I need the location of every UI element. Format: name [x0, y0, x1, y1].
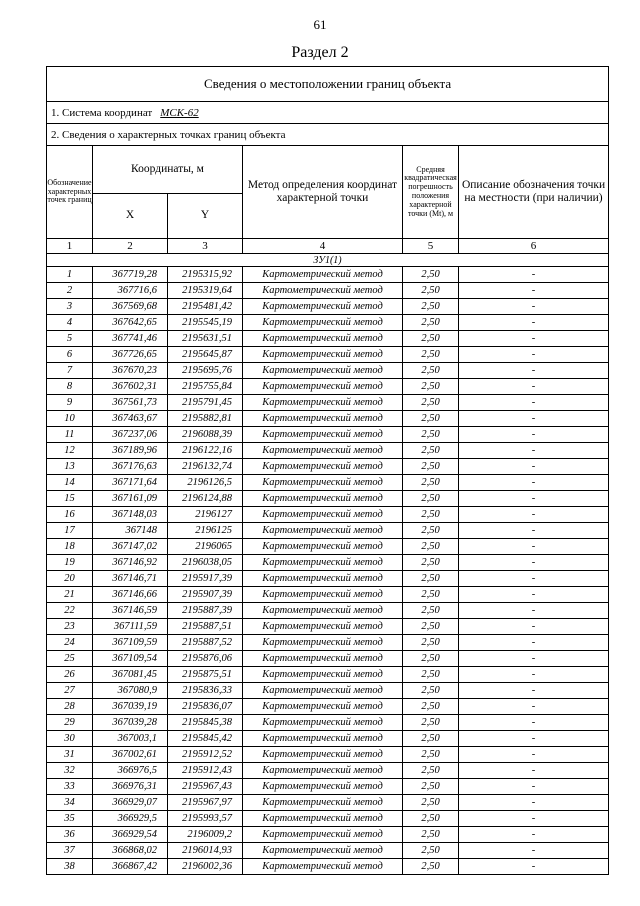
coord-y-cell: 2196122,16 [168, 443, 243, 459]
coord-x-cell: 366929,5 [93, 811, 168, 827]
coord-x-cell: 367642,65 [93, 315, 168, 331]
method-cell: Картометрический метод [243, 587, 403, 603]
description-cell: - [459, 715, 609, 731]
method-cell: Картометрический метод [243, 507, 403, 523]
coord-y-cell: 2196132,74 [168, 459, 243, 475]
coord-x-cell: 367719,28 [93, 267, 168, 283]
coord-x-cell: 367146,92 [93, 555, 168, 571]
coord-y-cell: 2195887,39 [168, 603, 243, 619]
description-cell: - [459, 427, 609, 443]
point-number-cell: 9 [47, 395, 93, 411]
point-number-cell: 30 [47, 731, 93, 747]
description-cell: - [459, 363, 609, 379]
coord-x-cell: 366867,42 [93, 859, 168, 875]
method-cell: Картометрический метод [243, 283, 403, 299]
point-number-cell: 28 [47, 699, 93, 715]
coord-y-cell: 2196002,36 [168, 859, 243, 875]
coord-x-cell: 367161,09 [93, 491, 168, 507]
description-cell: - [459, 683, 609, 699]
description-cell: - [459, 507, 609, 523]
method-cell: Картометрический метод [243, 731, 403, 747]
coord-x-cell: 367237,06 [93, 427, 168, 443]
accuracy-cell: 2,50 [403, 811, 459, 827]
coord-y-cell: 2195315,92 [168, 267, 243, 283]
accuracy-cell: 2,50 [403, 747, 459, 763]
table-title: Сведения о местоположении границ объекта [47, 67, 609, 102]
coord-y-cell: 2195993,57 [168, 811, 243, 827]
table-row [47, 331, 609, 347]
accuracy-cell: 2,50 [403, 363, 459, 379]
accuracy-cell: 2,50 [403, 379, 459, 395]
coord-y-cell: 2196125 [168, 523, 243, 539]
method-cell: Картометрический метод [243, 747, 403, 763]
description-cell: - [459, 779, 609, 795]
coord-y-cell: 2195845,42 [168, 731, 243, 747]
table-row [47, 587, 609, 603]
accuracy-cell: 2,50 [403, 411, 459, 427]
table-row [47, 843, 609, 859]
table-row [47, 443, 609, 459]
method-cell: Картометрический метод [243, 267, 403, 283]
table-row [47, 699, 609, 715]
accuracy-cell: 2,50 [403, 699, 459, 715]
page-number: 61 [313, 17, 327, 32]
coord-y-cell: 2196127 [168, 507, 243, 523]
point-number-cell: 4 [47, 315, 93, 331]
coord-y-cell: 2195645,87 [168, 347, 243, 363]
points-heading: 2. Сведения о характерных точках границ объекта [47, 124, 609, 146]
table-row [47, 507, 609, 523]
header-coordinates: Координаты, м [93, 146, 243, 194]
method-cell: Картометрический метод [243, 667, 403, 683]
point-number-cell: 29 [47, 715, 93, 731]
description-cell: - [459, 587, 609, 603]
coord-y-cell: 2196124,88 [168, 491, 243, 507]
coord-y-cell: 2195912,52 [168, 747, 243, 763]
description-cell: - [459, 315, 609, 331]
coord-x-cell: 367189,96 [93, 443, 168, 459]
description-cell: - [459, 267, 609, 283]
method-cell: Картометрический метод [243, 699, 403, 715]
table-row [47, 571, 609, 587]
table-row [47, 763, 609, 779]
coord-y-cell: 2195917,39 [168, 571, 243, 587]
header-y: Y [168, 194, 243, 239]
table-row [47, 411, 609, 427]
coord-y-cell: 2195887,52 [168, 635, 243, 651]
header-accuracy: Средняя квадратическая погрешность положения характерной точки (Mt), м [403, 146, 459, 239]
coord-y-cell: 2195481,42 [168, 299, 243, 315]
table-row [47, 811, 609, 827]
coord-y-cell: 2195876,06 [168, 651, 243, 667]
table-row [47, 363, 609, 379]
description-cell: - [459, 571, 609, 587]
column-number: 2 [93, 239, 168, 254]
accuracy-cell: 2,50 [403, 683, 459, 699]
coord-x-cell: 367147,02 [93, 539, 168, 555]
description-cell: - [459, 635, 609, 651]
coord-x-cell: 367741,46 [93, 331, 168, 347]
method-cell: Картометрический метод [243, 683, 403, 699]
description-cell: - [459, 603, 609, 619]
coord-x-cell: 367148,03 [93, 507, 168, 523]
column-number: 1 [47, 239, 93, 254]
method-cell: Картометрический метод [243, 347, 403, 363]
table-row [47, 683, 609, 699]
point-number-cell: 36 [47, 827, 93, 843]
table-row [47, 667, 609, 683]
header-method: Метод определения координат характерной точки [243, 146, 403, 239]
description-cell: - [459, 459, 609, 475]
accuracy-cell: 2,50 [403, 299, 459, 315]
description-cell: - [459, 619, 609, 635]
coord-x-cell: 367109,54 [93, 651, 168, 667]
accuracy-cell: 2,50 [403, 443, 459, 459]
table-row [47, 395, 609, 411]
coord-y-cell: 2195836,07 [168, 699, 243, 715]
table-row [47, 299, 609, 315]
method-cell: Картометрический метод [243, 363, 403, 379]
coord-y-cell: 2195695,76 [168, 363, 243, 379]
coord-x-cell: 367561,73 [93, 395, 168, 411]
method-cell: Картометрический метод [243, 811, 403, 827]
accuracy-cell: 2,50 [403, 715, 459, 731]
point-number-cell: 17 [47, 523, 93, 539]
method-cell: Картометрический метод [243, 827, 403, 843]
description-cell: - [459, 523, 609, 539]
coord-x-cell: 367171,64 [93, 475, 168, 491]
point-number-cell: 32 [47, 763, 93, 779]
coord-x-cell: 367111,59 [93, 619, 168, 635]
coord-x-cell: 367146,71 [93, 571, 168, 587]
method-cell: Картометрический метод [243, 795, 403, 811]
method-cell: Картометрический метод [243, 779, 403, 795]
method-cell: Картометрический метод [243, 443, 403, 459]
accuracy-cell: 2,50 [403, 475, 459, 491]
coord-x-cell: 366976,5 [93, 763, 168, 779]
method-cell: Картометрический метод [243, 539, 403, 555]
coord-system-row [47, 102, 609, 124]
coord-y-cell: 2196014,93 [168, 843, 243, 859]
accuracy-cell: 2,50 [403, 619, 459, 635]
coord-y-cell: 2195631,51 [168, 331, 243, 347]
description-cell: - [459, 795, 609, 811]
accuracy-cell: 2,50 [403, 795, 459, 811]
accuracy-cell: 2,50 [403, 347, 459, 363]
coord-y-cell: 2195836,33 [168, 683, 243, 699]
accuracy-cell: 2,50 [403, 651, 459, 667]
coord-x-cell: 367463,67 [93, 411, 168, 427]
table-row [47, 715, 609, 731]
table-row [47, 491, 609, 507]
method-cell: Картометрический метод [243, 395, 403, 411]
coord-y-cell: 2196038,05 [168, 555, 243, 571]
table-row [47, 619, 609, 635]
description-cell: - [459, 859, 609, 875]
accuracy-cell: 2,50 [403, 491, 459, 507]
description-cell: - [459, 347, 609, 363]
coord-y-cell: 2195907,39 [168, 587, 243, 603]
accuracy-cell: 2,50 [403, 667, 459, 683]
method-cell: Картометрический метод [243, 379, 403, 395]
coord-y-cell: 2195791,45 [168, 395, 243, 411]
description-cell: - [459, 491, 609, 507]
table-row [47, 475, 609, 491]
table-row [47, 635, 609, 651]
method-cell: Картометрический метод [243, 763, 403, 779]
coord-x-cell: 367726,65 [93, 347, 168, 363]
accuracy-cell: 2,50 [403, 731, 459, 747]
description-cell: - [459, 443, 609, 459]
header-designation: Обозначение характерных точек границ [47, 146, 93, 239]
method-cell: Картометрический метод [243, 459, 403, 475]
method-cell: Картометрический метод [243, 411, 403, 427]
description-cell: - [459, 651, 609, 667]
point-number-cell: 33 [47, 779, 93, 795]
coord-x-cell: 367146,66 [93, 587, 168, 603]
accuracy-cell: 2,50 [403, 843, 459, 859]
description-cell: - [459, 395, 609, 411]
column-number: 3 [168, 239, 243, 254]
point-number-cell: 22 [47, 603, 93, 619]
group-label: ЗУ1(1) [47, 254, 609, 267]
coord-system-value: МСК-62 [160, 106, 199, 119]
point-number-cell: 27 [47, 683, 93, 699]
section-title: Раздел 2 [291, 44, 349, 61]
description-cell: - [459, 331, 609, 347]
method-cell: Картометрический метод [243, 315, 403, 331]
table-row [47, 283, 609, 299]
header-x: X [93, 194, 168, 239]
accuracy-cell: 2,50 [403, 635, 459, 651]
method-cell: Картометрический метод [243, 523, 403, 539]
method-cell: Картометрический метод [243, 427, 403, 443]
point-number-cell: 11 [47, 427, 93, 443]
table-row [47, 267, 609, 283]
accuracy-cell: 2,50 [403, 539, 459, 555]
table-row [47, 347, 609, 363]
table-row [47, 651, 609, 667]
coord-x-cell: 367569,68 [93, 299, 168, 315]
description-cell: - [459, 411, 609, 427]
point-number-cell: 13 [47, 459, 93, 475]
point-number-cell: 35 [47, 811, 93, 827]
coord-x-cell: 366868,02 [93, 843, 168, 859]
accuracy-cell: 2,50 [403, 763, 459, 779]
method-cell: Картометрический метод [243, 603, 403, 619]
point-number-cell: 14 [47, 475, 93, 491]
accuracy-cell: 2,50 [403, 427, 459, 443]
point-number-cell: 5 [47, 331, 93, 347]
point-number-cell: 12 [47, 443, 93, 459]
coord-y-cell: 2195755,84 [168, 379, 243, 395]
accuracy-cell: 2,50 [403, 315, 459, 331]
coord-y-cell: 2196088,39 [168, 427, 243, 443]
point-number-cell: 7 [47, 363, 93, 379]
point-number-cell: 18 [47, 539, 93, 555]
description-cell: - [459, 763, 609, 779]
accuracy-cell: 2,50 [403, 603, 459, 619]
table-row [47, 731, 609, 747]
description-cell: - [459, 731, 609, 747]
table-row [47, 427, 609, 443]
table-row [47, 603, 609, 619]
point-number-cell: 26 [47, 667, 93, 683]
accuracy-cell: 2,50 [403, 459, 459, 475]
coord-y-cell: 2195545,19 [168, 315, 243, 331]
coord-y-cell: 2196126,5 [168, 475, 243, 491]
coord-x-cell: 367039,28 [93, 715, 168, 731]
description-cell: - [459, 843, 609, 859]
method-cell: Картометрический метод [243, 619, 403, 635]
point-number-cell: 19 [47, 555, 93, 571]
point-number-cell: 15 [47, 491, 93, 507]
coord-y-cell: 2195912,43 [168, 763, 243, 779]
coord-x-cell: 367176,63 [93, 459, 168, 475]
coord-x-cell: 367602,31 [93, 379, 168, 395]
accuracy-cell: 2,50 [403, 283, 459, 299]
point-number-cell: 25 [47, 651, 93, 667]
table-row [47, 747, 609, 763]
table-row [47, 795, 609, 811]
method-cell: Картометрический метод [243, 299, 403, 315]
coord-x-cell: 366976,31 [93, 779, 168, 795]
accuracy-cell: 2,50 [403, 331, 459, 347]
method-cell: Картометрический метод [243, 651, 403, 667]
method-cell: Картометрический метод [243, 715, 403, 731]
accuracy-cell: 2,50 [403, 859, 459, 875]
method-cell: Картометрический метод [243, 843, 403, 859]
table-row [47, 555, 609, 571]
accuracy-cell: 2,50 [403, 555, 459, 571]
accuracy-cell: 2,50 [403, 395, 459, 411]
coord-x-cell: 367003,1 [93, 731, 168, 747]
point-number-cell: 20 [47, 571, 93, 587]
description-cell: - [459, 475, 609, 491]
coord-x-cell: 367148 [93, 523, 168, 539]
accuracy-cell: 2,50 [403, 267, 459, 283]
point-number-cell: 23 [47, 619, 93, 635]
table-row [47, 539, 609, 555]
point-number-cell: 21 [47, 587, 93, 603]
description-cell: - [459, 539, 609, 555]
coord-y-cell: 2196065 [168, 539, 243, 555]
coord-x-cell: 367146,59 [93, 603, 168, 619]
coord-x-cell: 367109,59 [93, 635, 168, 651]
method-cell: Картометрический метод [243, 475, 403, 491]
description-cell: - [459, 699, 609, 715]
coord-x-cell: 366929,54 [93, 827, 168, 843]
description-cell: - [459, 299, 609, 315]
point-number-cell: 24 [47, 635, 93, 651]
method-cell: Картометрический метод [243, 859, 403, 875]
method-cell: Картометрический метод [243, 555, 403, 571]
description-cell: - [459, 747, 609, 763]
accuracy-cell: 2,50 [403, 571, 459, 587]
description-cell: - [459, 283, 609, 299]
method-cell: Картометрический метод [243, 571, 403, 587]
accuracy-cell: 2,50 [403, 587, 459, 603]
description-cell: - [459, 667, 609, 683]
accuracy-cell: 2,50 [403, 779, 459, 795]
point-number-cell: 1 [47, 267, 93, 283]
point-number-cell: 38 [47, 859, 93, 875]
point-number-cell: 8 [47, 379, 93, 395]
table-row [47, 459, 609, 475]
header-description: Описание обозначения точки на местности (при наличии) [459, 146, 609, 239]
coord-x-cell: 367081,45 [93, 667, 168, 683]
table-row [47, 315, 609, 331]
table-row [47, 379, 609, 395]
accuracy-cell: 2,50 [403, 523, 459, 539]
table-row [47, 827, 609, 843]
point-number-cell: 3 [47, 299, 93, 315]
coord-y-cell: 2195967,43 [168, 779, 243, 795]
point-number-cell: 31 [47, 747, 93, 763]
point-number-cell: 2 [47, 283, 93, 299]
coord-y-cell: 2195845,38 [168, 715, 243, 731]
point-number-cell: 10 [47, 411, 93, 427]
table-row [47, 859, 609, 875]
coord-y-cell: 2195875,51 [168, 667, 243, 683]
coord-x-cell: 367080,9 [93, 683, 168, 699]
point-number-cell: 6 [47, 347, 93, 363]
accuracy-cell: 2,50 [403, 507, 459, 523]
column-number: 6 [459, 239, 609, 254]
boundary-points-table [46, 66, 609, 875]
method-cell: Картометрический метод [243, 491, 403, 507]
point-number-cell: 34 [47, 795, 93, 811]
column-number: 5 [403, 239, 459, 254]
coord-x-cell: 367002,61 [93, 747, 168, 763]
coord-y-cell: 2195319,64 [168, 283, 243, 299]
table-row [47, 779, 609, 795]
coord-x-cell: 366929,07 [93, 795, 168, 811]
coord-y-cell: 2196009,2 [168, 827, 243, 843]
description-cell: - [459, 811, 609, 827]
column-number: 4 [243, 239, 403, 254]
table-row [47, 523, 609, 539]
method-cell: Картометрический метод [243, 331, 403, 347]
description-cell: - [459, 555, 609, 571]
coord-y-cell: 2195882,81 [168, 411, 243, 427]
coord-x-cell: 367670,23 [93, 363, 168, 379]
coord-y-cell: 2195887,51 [168, 619, 243, 635]
description-cell: - [459, 827, 609, 843]
accuracy-cell: 2,50 [403, 827, 459, 843]
coord-x-cell: 367716,6 [93, 283, 168, 299]
coord-x-cell: 367039,19 [93, 699, 168, 715]
description-cell: - [459, 379, 609, 395]
method-cell: Картометрический метод [243, 635, 403, 651]
coord-system-label: 1. Система координат [51, 106, 153, 119]
coord-y-cell: 2195967,97 [168, 795, 243, 811]
point-number-cell: 37 [47, 843, 93, 859]
point-number-cell: 16 [47, 507, 93, 523]
